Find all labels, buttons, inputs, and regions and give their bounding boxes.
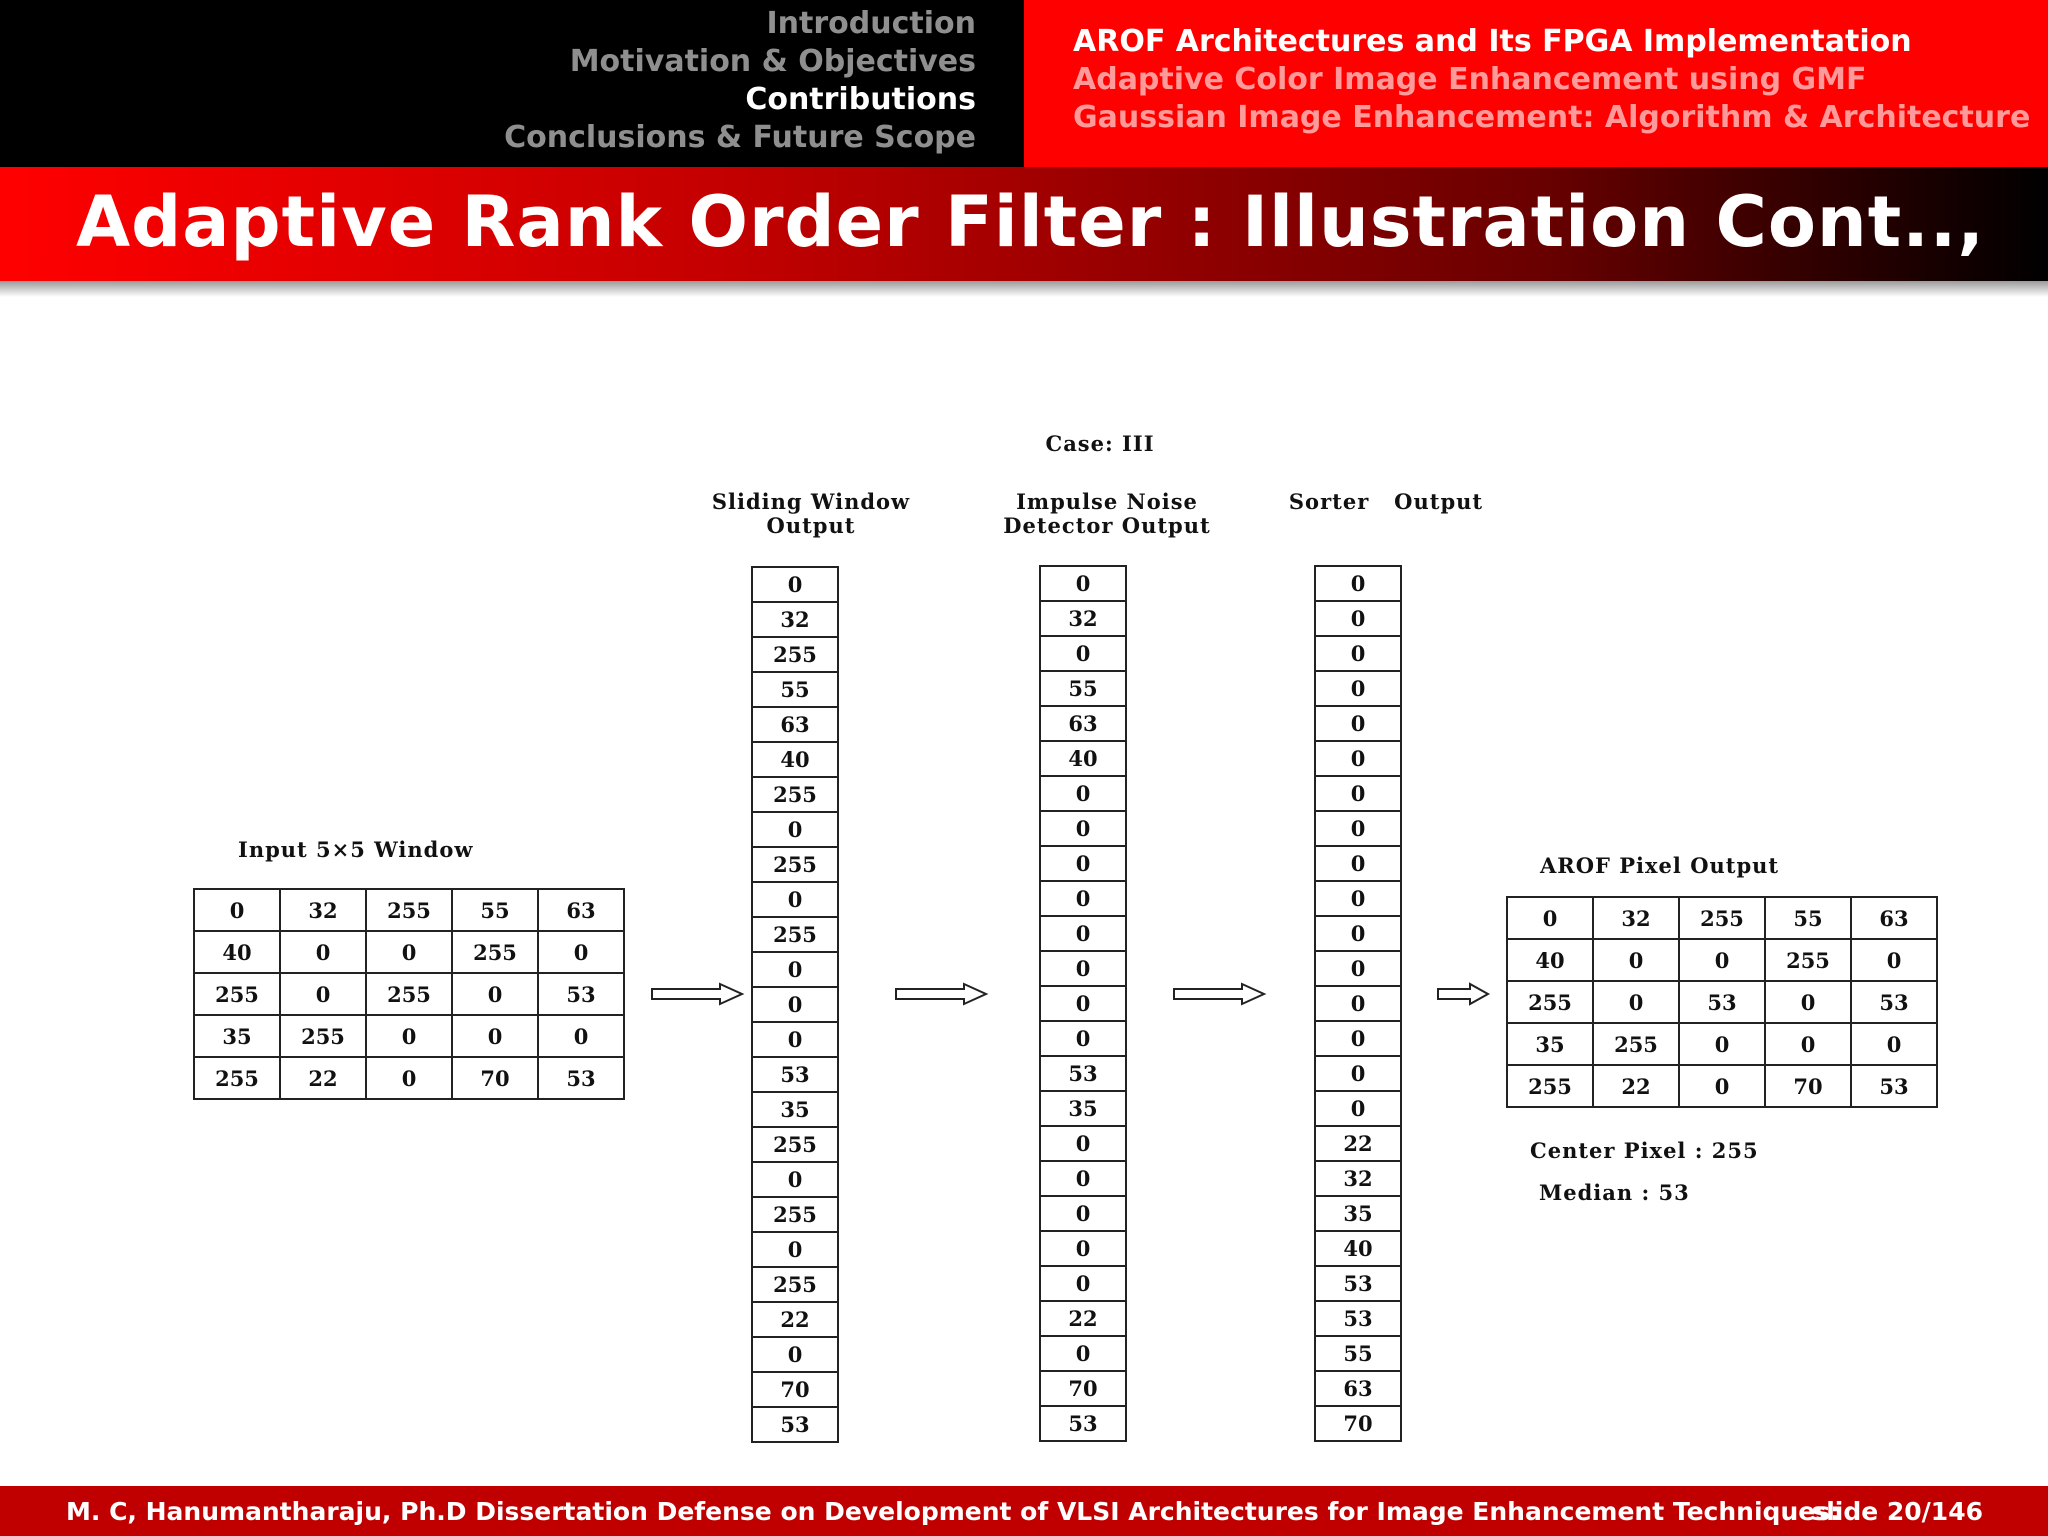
input-window-cell: 0 [280,973,366,1015]
sorter-output-cell: 53 [1315,1301,1401,1336]
input-window-cell: 255 [366,973,452,1015]
arof-output-cell: 53 [1851,981,1937,1023]
arof-output-row [1507,1023,1937,1065]
sorter-output-cell: 0 [1315,881,1401,916]
impulse-detector-cell: 35 [1040,1091,1126,1126]
nav-section-contributions[interactable]: Contributions [745,82,976,117]
arrow-right-icon [650,982,746,1006]
sliding-window-cell: 255 [752,1127,838,1162]
arrow-right-icon [1172,982,1268,1006]
arof-output-cell: 0 [1851,939,1937,981]
sorter-output-cell: 0 [1315,1021,1401,1056]
sorter-output-cell: 0 [1315,951,1401,986]
sorter-output-cell: 0 [1315,986,1401,1021]
input-window-row [194,1015,624,1057]
input-window-cell: 63 [538,889,624,931]
input-window-cell: 55 [452,889,538,931]
arof-output-row [1507,981,1937,1023]
input-window-cell: 255 [194,973,280,1015]
impulse-detector-label-line1: Impulse Noise [1016,489,1198,514]
input-window-cell: 0 [452,1015,538,1057]
impulse-detector-cell: 70 [1040,1371,1126,1406]
sliding-window-cell: 0 [752,1162,838,1197]
impulse-detector-cell: 0 [1040,916,1126,951]
impulse-detector-cell: 0 [1040,951,1126,986]
impulse-detector-cell: 0 [1040,1196,1126,1231]
sliding-window-cell: 0 [752,1337,838,1372]
arof-output-row [1507,897,1937,939]
sliding-window-cell: 53 [752,1057,838,1092]
arof-output-cell: 0 [1593,981,1679,1023]
input-window-cell: 0 [452,973,538,1015]
nav-subsections-panel [1024,0,2048,167]
arof-output-cell: 0 [1507,897,1593,939]
input-window-cell: 32 [280,889,366,931]
input-window-cell: 0 [280,931,366,973]
impulse-detector-cell: 0 [1040,776,1126,811]
sliding-window-column [751,566,839,1443]
arof-output-cell: 255 [1679,897,1765,939]
sliding-window-cell: 53 [752,1407,838,1442]
sliding-window-cell: 70 [752,1372,838,1407]
sliding-window-label-line1: Sliding Window [711,489,911,514]
sliding-window-cell: 0 [752,1232,838,1267]
impulse-detector-cell: 55 [1040,671,1126,706]
sliding-window-cell: 22 [752,1302,838,1337]
arof-output-cell: 255 [1765,939,1851,981]
input-window-cell: 40 [194,931,280,973]
title-bar-shadow [0,281,2048,297]
sliding-window-cell: 255 [752,917,838,952]
sliding-window-cell: 40 [752,742,838,777]
sorter-output-cell: 53 [1315,1266,1401,1301]
sorter-output-cell: 70 [1315,1406,1401,1441]
input-window-cell: 0 [538,1015,624,1057]
input-window-cell: 53 [538,1057,624,1099]
sorter-output-cell: 0 [1315,916,1401,951]
sliding-window-cell: 0 [752,812,838,847]
sorter-output-cell: 0 [1315,566,1401,601]
arof-output-row [1507,939,1937,981]
sliding-window-cell: 35 [752,1092,838,1127]
sorter-output-cell: 63 [1315,1371,1401,1406]
arof-output-cell: 40 [1507,939,1593,981]
impulse-detector-cell: 0 [1040,1266,1126,1301]
sliding-window-cell: 255 [752,1197,838,1232]
sorter-output-cell: 0 [1315,811,1401,846]
impulse-detector-cell: 0 [1040,811,1126,846]
input-window-cell: 0 [366,1057,452,1099]
nav-section-introduction[interactable]: Introduction [766,6,976,41]
sorter-output-cell: 0 [1315,1091,1401,1126]
impulse-detector-cell: 0 [1040,1021,1126,1056]
arof-output-cell: 32 [1593,897,1679,939]
sliding-window-cell: 255 [752,637,838,672]
arof-output-cell: 0 [1765,981,1851,1023]
arof-output-cell: 63 [1851,897,1937,939]
impulse-detector-cell: 0 [1040,1231,1126,1266]
input-window-cell: 0 [366,1015,452,1057]
input-window-cell: 255 [452,931,538,973]
arof-output-cell: 53 [1851,1065,1937,1107]
arof-output-cell: 55 [1765,897,1851,939]
input-window-cell: 0 [194,889,280,931]
sliding-window-cell: 255 [752,847,838,882]
sliding-window-cell: 255 [752,1267,838,1302]
sorter-output-cell: 0 [1315,706,1401,741]
sorter-output-cell: 40 [1315,1231,1401,1266]
arof-output-cell: 255 [1507,981,1593,1023]
impulse-detector-cell: 0 [1040,636,1126,671]
impulse-detector-cell: 53 [1040,1056,1126,1091]
impulse-detector-cell: 63 [1040,706,1126,741]
arof-output-cell: 0 [1851,1023,1937,1065]
sorter-output-cell: 0 [1315,636,1401,671]
impulse-detector-column [1039,565,1127,1442]
slide-title: Adaptive Rank Order Filter : Illustration Cont.., [76,181,1985,263]
impulse-detector-cell: 40 [1040,741,1126,776]
impulse-detector-cell: 0 [1040,1161,1126,1196]
input-window-cell: 255 [194,1057,280,1099]
impulse-detector-label-line2: Detector Output [1003,513,1211,538]
input-window-cell: 70 [452,1057,538,1099]
sliding-window-cell: 0 [752,987,838,1022]
arof-output-cell: 35 [1507,1023,1593,1065]
arof-output-cell: 0 [1765,1023,1851,1065]
nav-subsection-color-enhancement[interactable]: Adaptive Color Image Enhancement using GMF [1073,62,1867,97]
input-window-row [194,973,624,1015]
sorter-output-cell: 0 [1315,671,1401,706]
sorter-output-cell: 0 [1315,601,1401,636]
sorter-output-label: Sorter Output [1288,489,1484,514]
arof-output-cell: 0 [1679,939,1765,981]
input-window-row [194,931,624,973]
arof-output-cell: 0 [1593,939,1679,981]
arof-output-row [1507,1065,1937,1107]
sliding-window-cell: 32 [752,602,838,637]
arof-output-cell: 0 [1679,1023,1765,1065]
arrow-right-icon [894,982,990,1006]
center-pixel-text: Center Pixel : 255 [1530,1138,1759,1163]
input-window-cell: 0 [538,931,624,973]
input-window-row [194,889,624,931]
arof-output-cell: 53 [1679,981,1765,1023]
sorter-output-cell: 32 [1315,1161,1401,1196]
nav-sections-panel [0,0,1024,167]
arof-output-cell: 255 [1593,1023,1679,1065]
nav-subsection-arof[interactable]: AROF Architectures and Its FPGA Implementation [1073,24,1912,59]
impulse-detector-cell: 0 [1040,1126,1126,1161]
case-label: Case: III [1045,431,1155,456]
arof-output-cell: 22 [1593,1065,1679,1107]
median-text: Median : 53 [1539,1180,1690,1205]
impulse-detector-cell: 22 [1040,1301,1126,1336]
arrow-right-icon [1436,982,1492,1006]
impulse-detector-cell: 0 [1040,846,1126,881]
sorter-output-cell: 0 [1315,741,1401,776]
input-window-cell: 35 [194,1015,280,1057]
nav-section-motivation[interactable]: Motivation & Objectives [569,44,976,79]
input-window-grid [193,888,625,1100]
sliding-window-cell: 255 [752,777,838,812]
arof-output-grid [1506,896,1938,1108]
impulse-detector-cell: 0 [1040,881,1126,916]
arof-output-cell: 0 [1679,1065,1765,1107]
sliding-window-label-line2: Output [766,513,856,538]
sorter-output-column [1314,565,1402,1442]
sliding-window-cell: 55 [752,672,838,707]
input-window-label: Input 5×5 Window [238,837,474,862]
nav-section-conclusions[interactable]: Conclusions & Future Scope [504,120,976,155]
sliding-window-cell: 63 [752,707,838,742]
impulse-detector-cell: 0 [1040,566,1126,601]
nav-subsection-gaussian[interactable]: Gaussian Image Enhancement: Algorithm & Architecture [1073,100,2031,135]
input-window-cell: 0 [366,931,452,973]
impulse-detector-cell: 53 [1040,1406,1126,1441]
footer-text: M. C, Hanumantharaju, Ph.D Dissertation Defense on Development of VLSI Architectures for Image Enhancement Techniques: [66,1497,1841,1526]
arof-output-label: AROF Pixel Output [1540,853,1780,878]
sliding-window-cell: 0 [752,1022,838,1057]
sorter-output-cell: 0 [1315,776,1401,811]
sliding-window-cell: 0 [752,882,838,917]
sorter-output-cell: 35 [1315,1196,1401,1231]
sorter-output-cell: 22 [1315,1126,1401,1161]
sliding-window-cell: 0 [752,952,838,987]
impulse-detector-cell: 0 [1040,1336,1126,1371]
sorter-output-cell: 0 [1315,846,1401,881]
impulse-detector-cell: 0 [1040,986,1126,1021]
sliding-window-cell: 0 [752,567,838,602]
arof-output-cell: 255 [1507,1065,1593,1107]
input-window-cell: 22 [280,1057,366,1099]
input-window-row [194,1057,624,1099]
sorter-output-cell: 55 [1315,1336,1401,1371]
input-window-cell: 255 [280,1015,366,1057]
input-window-cell: 255 [366,889,452,931]
sorter-output-cell: 0 [1315,1056,1401,1091]
arof-output-cell: 70 [1765,1065,1851,1107]
input-window-cell: 53 [538,973,624,1015]
impulse-detector-cell: 32 [1040,601,1126,636]
slide-number: slide 20/146 [1811,1497,1983,1526]
